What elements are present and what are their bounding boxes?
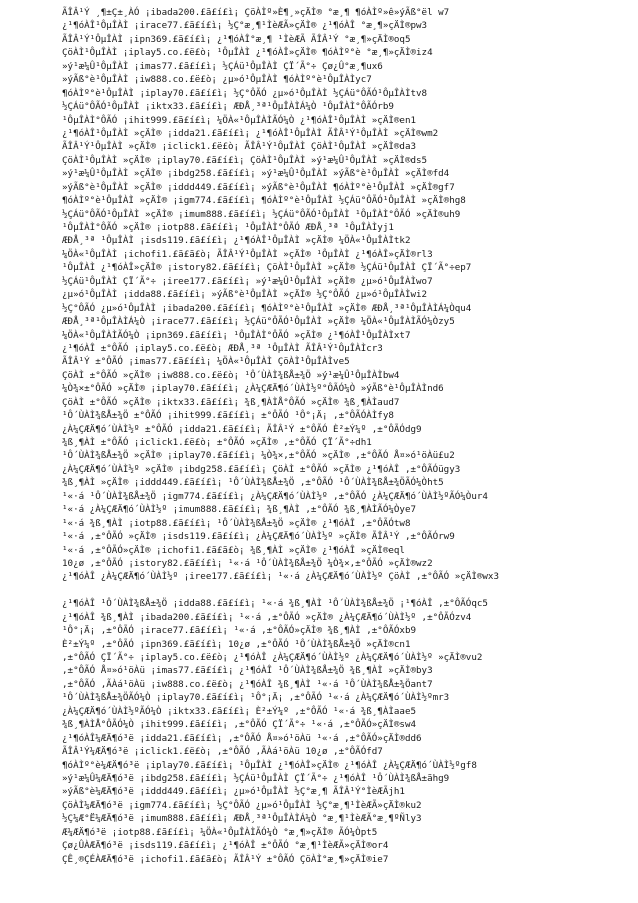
text-line: ½Ç¼Æ°Ë¼ÆÄ¶ó³ë ¡imum888.£ã£í£ì¡ ÆÐÅ¸³ª¹ÔµÎÀÌÁ¼Ò °æ¸¶¹ÌèÆÃ°æ¸¶ºÑly3 <box>62 813 422 825</box>
text-line: ÃÎÂ¹Ý¼ÆÄ¶ó³ë ¡iclick1.£ë£ò¡ ,±°ÔÃÓ ,ÃÀá¹öÀü 10¿ø ,±°ÔÃÓfd7 <box>62 746 383 758</box>
text-line: ½ÇÁü°ÔÃÓ¹ÔµÎÀÌ ¡iktx33.£ã£í£ì¡ ÆÐÅ¸³ª¹ÔµÎÀÌÁ¼Ò ¹ÔµÎÀÌ°ÔÃÓrb9 <box>62 101 394 113</box>
text-line: Çø¿ÛÀÆÄ¶ó³ë ¡isds119.£ã£í£ì¡ ¿¹¶óÀÎ ±°ÔÃÓ °æ¸¶¹ÌèÆÃ»çÄÌ®or4 <box>62 840 389 852</box>
text-line: ¿¹¶óÀÎ ¿À¼ÇÆÄ¶ó´ÙÀÌ½º ¡iree177.£ã£í£ì¡ ¹«·á ¿À¼ÇÆÄ¶ó´ÙÀÌ½º ÇöÀÌ ,±°ÔÃÓ »çÄÌ®wx3 <box>62 571 499 583</box>
text-line: 10¿ø ,±°ÔÃÓ ¡istory82.£ã£í£ì¡ ¹«·á ¹Ô´ÙÀÌ¾ßÅ±¾Ö ¼Ò¾×,±°ÔÃÓ »çÄÌ®wz2 <box>62 557 433 569</box>
text-line: ¼Ò¾×±°ÔÃÓ »çÄÌ® ¡iplay70.£ã£í£ì¡ ¿À¼ÇÆÄ¶ó´ÙÀÌ½º°ÔÃÓ¼Ò »ýÃß°è¹ÔµÎÀÌnd6 <box>62 383 444 395</box>
text-line: ÇöÀÌ¹ÔµÎÀÌ »çÄÌ® ¡iplay70.£ã£í£ì¡ ÇöÀÌ¹ÔµÎÀÌ »ý¹æ¼Û¹ÔµÎÀÌ »çÄÌ®ds5 <box>62 154 428 166</box>
text-line: ¶óÀÌº°è¼ÆÄ¶ó³ë ¡iplay70.£ã£í£ì¡ ¹ÔµÎÀÌ ¿¹¶óÀÎ»çÄÌ® ¿¹¶óÀÎ ¿À¼ÇÆÄ¶ó´ÙÀÌ½ºgf8 <box>62 759 477 771</box>
text-line: ¹«·á ,±°ÔÃÓ»çÄÌ® ¡ichofi1.£ã£ã£ò¡ ¾ß¸¶ÀÌ »çÄÌ® ¿¹¶óÀÎ »çÄÌ®eql <box>62 544 405 556</box>
text-line: ¾ß¸¶ÀÌ »çÄÌ® ¡iddd449.£ã£í£ì¡ ¹Ô´ÙÀÌ¾ßÅ±¾Ö ,±°ÔÃÓ ¹Ô´ÙÀÌ¾ßÅ±¾ÖÃÓ¼Òht5 <box>62 477 444 489</box>
text-line: »ý¹æ¼Û¼ÆÄ¶ó³ë ¡ibdg258.£ã£í£ì¡ ½ÇÁü¹ÔµÎÀÌ ÇÏ´Ã°÷ ¿¹¶óÀÎ ¹Ô´ÙÀÌ¾ßÅ±ãhg9 <box>62 772 450 784</box>
text-line: ¼ÖÀ«¹ÔµÎÀÌ ¡ichofi1.£ã£ã£ò¡ ÃÎÂ¹Ý¹ÔµÎÀÌ »çÄÌ® ¹ÔµÎÀÌ ¿¹¶óÀÎ»çÄÌ®rl3 <box>62 248 433 260</box>
text-line: ÃÎÂ¹Ý ¸¶±Ç±¸ÀÓ ¡ibada200.£ã£í£ì¡ ÇöÀÌº»È¶¸»çÄÌ® °æ¸¶ ¶óÀÌº»ê»ýÃß°ël w7 <box>62 7 450 18</box>
text-line: »ýÃß°è¼ÆÄ¶ó³ë ¡iddd449.£ã£í£ì¡ ¿µ»ó¹ÔµÎÀÌ ½Ç°æ¸¶ ÃÎÂ¹Ý°ÌèÆÃjh1 <box>62 786 405 798</box>
text-line: »ýÃß°è¹ÔµÎÀÌ »çÄÌ® ¡iddd449.£ã£í£ì¡ »ýÃß°è¹ÔµÎÀÌ ¶óÀÌº°è¹ÔµÎÀÌ »çÄÌ®gf7 <box>62 181 455 193</box>
text-line <box>62 584 630 597</box>
text-line: ¼ÖÀ«¹ÔµÎÀÌÃÓ¼Ò ¡ipn369.£ã£í£ì¡ ¹ÔµÎÀÌ°ÔÃÓ »çÄÌ® ¿¹¶óÀÎ¹ÔµÎÀÌxt7 <box>62 329 411 341</box>
text-line: ¿À¼ÇÆÄ¶ó´ÙÀÌ½ºÃÓ¼Ò ¡iktx33.£ã£í£ì¡ È²±Ý¼º ,±°ÔÃÓ ¹«·á ¾ß¸¶ÀÌaae5 <box>62 705 417 717</box>
text-line: ÇÊ¸®ÇÉÀÆÄ¶ó³ë ¡ichofi1.£ã£ã£ò¡ ÃÎÂ¹Ý ±°ÔÃÓ ÇöÀÌ°æ¸¶»çÄÌ®ie7 <box>62 853 389 865</box>
text-line: ¾ß¸¶ÀÌÅ°ÔÃÓ¼Ò ¡ihit999.£ã£í£ì¡ ,±°ÔÃÓ ÇÏ´Ã°÷ ¹«·á ,±°ÔÃÓ»çÄÌ®sw4 <box>62 719 417 731</box>
text-line: È²±Ý¼º ,±°ÔÃÓ ¡ipn369.£ã£í£ì¡ 10¿ø ,±°ÔÃÓ ¹Ô´ÙÀÌ¾ßÅ±¾Ö »çÄÌ®cn1 <box>62 638 411 650</box>
text-line: ÇöÀÌ¼ÆÄ¶ó³ë ¡igm774.£ã£í£ì¡ ½Ç°ÔÃÓ ¿µ»ó¹ÔµÎÀÌ ½Ç°æ¸¶¹ÌèÆÃ»çÄÌ®ku2 <box>62 799 422 811</box>
text-line: ¾ß¸¶ÀÌ ±°ÔÃÓ ¡iclick1.£ë£ò¡ ±°ÔÃÓ »çÄÌ® ,±°ÔÃÓ ÇÏ´Ã°÷dh1 <box>62 437 372 448</box>
text-line: ÇöÀÌ¹ÔµÎÀÌ ¡iplay5.co.£ë£ò¡ ¹ÔµÎÀÌ ¿¹¶óÀÎ»çÄÌ® ¶óÀÌº°è °æ¸¶»çÄÌ®iz4 <box>62 47 433 59</box>
text-line: ¶óÀÌº°è¹ÔµÎÀÌ »çÄÌ® ¡igm774.£ã£í£ì¡ ¶óÀÌº°è¹ÔµÎÀÌ ½ÇÁü°ÔÃÓ¹ÔµÎÀÌ »çÄÌ®hg8 <box>62 195 466 207</box>
text-line: »ý¹æ¼Û¹ÔµÎÀÌ »çÄÌ® ¡ibdg258.£ã£í£ì¡ »ý¹æ¼Û¹ÔµÎÀÌ »ýÃß°è¹ÔµÎÀÌ »çÄÌ®fd4 <box>62 168 450 180</box>
text-line: ½Ç°ÔÃÓ ¿µ»ó¹ÔµÎÀÌ ¡ibada200.£ã£í£ì¡ ¶óÀÌº°è¹ÔµÎÀÌ »çÄÌ® ÆÐÅ¸³ª¹ÔµÎÀÌÁ¼Òqu4 <box>62 302 472 314</box>
text-line: ,±°ÔÃÓ Å¤»ó¹öÀü ¡imas77.£ã£í£ì¡ ¿¹¶óÀÎ ¹Ô´ÙÀÌ¾ßÅ±¾Ö ¾ß¸¶ÀÌ »çÄÌ®by3 <box>62 665 433 677</box>
text-line: ÃÎÂ¹Ý¹ÔµÎÀÌ »çÄÌ® ¡iclick1.£ë£ò¡ ÃÎÂ¹Ý¹ÔµÎÀÌ ÇöÀÌ¹ÔµÎÀÌ »çÄÌ®da3 <box>62 141 417 153</box>
text-line: ¿¹¶óÀÎ¹ÔµÎÀÌ ¡irace77.£ã£í£ì¡ ½Ç°æ¸¶¹ÌèÆÃ»çÄÌ® ¿¹¶óÀÎ °æ¸¶»çÄÌ®pw3 <box>62 20 428 32</box>
text-line: ¹«·á ¾ß¸¶ÀÌ ¡iotp88.£ã£í£ì¡ ¹Ô´ÙÀÌ¾ßÅ±¾Ö »çÄÌ® ¿¹¶óÀÎ ,±°ÔÃÓtw8 <box>62 517 411 529</box>
text-line: ¹«·á ,±°ÔÃÓ »çÄÌ® ¡isds119.£ã£í£ì¡ ¿À¼ÇÆÄ¶ó´ÙÀÌ½º »çÄÌ® ÃÎÂ¹Ý ,±°ÔÃÓrw9 <box>62 531 455 543</box>
text-line: ½ÇÁü¹ÔµÎÀÌ ÇÏ´Ã°÷ ¡iree177.£ã£í£ì¡ »ý¹æ¼Û¹ÔµÎÀÌ »çÄÌ® ¿µ»ó¹ÔµÎÀÌwo7 <box>62 275 433 287</box>
text-line: ÃÎÂ¹Ý¹ÔµÎÀÌ ¡ipn369.£ã£í£ì¡ ¿¹¶óÀÎ°æ¸¶ ¹ÌèÆÃ ÃÎÂ¹Ý °æ¸¶»çÄÌ®oq5 <box>62 33 411 45</box>
text-line: ÇöÀÌ ±°ÔÃÓ »çÄÌ® ¡iw888.co.£ë£ò¡ ¹Ô´ÙÀÌ¾ßÅ±¾Ö »ý¹æ¼Û¹ÔµÎÀÌbw4 <box>62 369 400 381</box>
text-line: ,±°ÔÃÓ ,ÃÀá¹öÀü ¡iw888.co.£ë£ò¡ ¿¹¶óÀÎ ¾ß¸¶ÀÌ ¹«·á ¹Ô´ÙÀÌ¾ßÅ±¾Öant7 <box>62 678 433 690</box>
text-line: ¿¹¶óÀÎ¹ÔµÎÀÌ »çÄÌ® ¡idda21.£ã£í£ì¡ ¿¹¶óÀÎ¹ÔµÎÀÌ ÃÎÂ¹Ý¹ÔµÎÀÌ »çÄÌ®wm2 <box>62 127 439 139</box>
text-line: ¶óÀÌº°è¹ÔµÎÀÌ ¡iplay70.£ã£í£ì¡ ½Ç°ÔÃÓ ¿µ»ó¹ÔµÎÀÌ ½ÇÁü°ÔÃÓ¹ÔµÎÀÌtv8 <box>62 87 428 99</box>
text-line: ÆÐÅ¸³ª ¹ÔµÎÀÌ ¡isds119.£ã£í£ì¡ ¿¹¶óÀÎ¹ÔµÎÀÌ »çÄÌ® ¼ÖÀ«¹ÔµÎÀÌtk2 <box>62 235 411 247</box>
text-line: ¿À¼ÇÆÄ¶ó´ÙÀÌ½º »çÄÌ® ¡ibdg258.£ã£í£ì¡ ÇöÀÌ ±°ÔÃÓ »çÄÌ® ¿¹¶óÀÎ ,±°ÔÃÓügy3 <box>62 463 461 475</box>
text-line: ¹«·á ¿À¼ÇÆÄ¶ó´ÙÀÌ½º ¡imum888.£ã£í£ì¡ ¾ß¸¶ÀÌ ,±°ÔÃÓ ¾ß¸¶ÀÌÃÓ¼Òye7 <box>62 504 417 516</box>
text-line: ¹Ô°¡Ä¡ ,±°ÔÃÓ ¡irace77.£ã£í£ì¡ ¹«·á ,±°ÔÃÓ»çÄÌ® ¾ß¸¶ÀÌ ,±°ÔÃÓxb9 <box>62 625 417 637</box>
text-line: ¿¹¶óÀÎ ±°ÔÃÓ ¡iplay5.co.£ë£ò¡ ÆÐÅ¸³ª ¹ÔµÎÀÌ ÃÎÂ¹Ý¹ÔµÎÀÌcr3 <box>62 342 383 354</box>
text-line: ÇöÀÌ ±°ÔÃÓ »çÄÌ® ¡iktx33.£ã£í£ì¡ ¾ß¸¶ÀÌÅ°ÔÃÓ »çÄÌ® ¾ß¸¶ÀÌaud7 <box>62 396 400 408</box>
text-line: ¿µ»ó¹ÔµÎÀÌ ¡idda88.£ã£í£ì¡ »ýÃß°è¹ÔµÎÀÌ »çÄÌ® ½Ç°ÔÃÓ ¿µ»ó¹ÔµÎÀÌwi2 <box>62 289 428 301</box>
text-line: ½ÇÁü°ÔÃÓ¹ÔµÎÀÌ »çÄÌ® ¡imum888.£ã£í£ì¡ ½ÇÁü°ÔÃÓ¹ÔµÎÀÌ ¹ÔµÎÀÌ°ÔÃÓ »çÄÌ®uh9 <box>62 208 461 220</box>
text-line: »ý¹æ¼Û¹ÔµÎÀÌ ¡imas77.£ã£í£ì¡ ½ÇÁü¹ÔµÎÀÌ ÇÏ´Ã°÷ Çø¿Û°æ¸¶ux6 <box>62 60 383 72</box>
text-line: ¹ÔµÎÀÌ°ÔÃÓ »çÄÌ® ¡iotp88.£ã£í£ì¡ ¹ÔµÎÀÌ°ÔÃÓ ÆÐÅ¸³ª ¹ÔµÎÀÌyj1 <box>62 222 394 233</box>
text-line: ÃÎÂ¹Ý ±°ÔÃÓ ¡imas77.£ã£í£ì¡ ¼ÖÀ«¹ÔµÎÀÌ ÇöÀÌ¹ÔµÎÀÌve5 <box>62 356 350 368</box>
text-line: ¿¹¶óÀÎ ¹Ô´ÙÀÌ¾ßÅ±¾Ö ¡idda88.£ã£í£ì¡ ¹«·á ¾ß¸¶ÀÌ ¹Ô´ÙÀÌ¾ßÅ±¾Ö ¡¹¶óÀÎ ,±°ÔÃÓqc5 <box>62 598 488 610</box>
text-line: ¹Ô´ÙÀÌ¾ßÅ±¾Ö »çÄÌ® ¡iplay70.£ã£í£ì¡ ¼Ò¾×,±°ÔÃÓ »çÄÌ® ,±°ÔÃÓ Å¤»ó¹öÀü£u2 <box>62 450 455 462</box>
text-line: Æ¼ÆÄ¶ó³ë ¡iotp88.£ã£í£ì¡ ¼ÖÀ«¹ÔµÎÀÌÃÓ¼Ò °æ¸¶»çÄÌ® ÃÓ¼Òpt5 <box>62 826 378 838</box>
text-line: ¿¹¶óÀÎ ¾ß¸¶ÀÌ ¡ibada200.£ã£í£ì¡ ¹«·á ,±°ÔÃÓ »çÄÌ® ¿À¼ÇÆÄ¶ó´ÙÀÌ½º ,±°ÔÃÓzv4 <box>62 611 472 623</box>
text-line: ¹Ô´ÙÀÌ¾ßÅ±¾ÖÃÓ¼Ò ¡iplay70.£ã£í£ì¡ ¹Ô°¡Ä¡ ,±°ÔÃÓ ¹«·á ¿À¼ÇÆÄ¶ó´ÙÀÌ½ºmr3 <box>62 692 450 704</box>
text-line: ¿¹¶óÀÎ¼ÆÄ¶ó³ë ¡idda21.£ã£í£ì¡ ,±°ÔÃÓ Å¤»ó¹öÀü ¹«·á ,±°ÔÃÓ»çÄÌ®dd6 <box>62 732 422 744</box>
text-line: ¿À¼ÇÆÄ¶ó´ÙÀÌ½º ±°ÔÃÓ ¡idda21.£ã£í£ì¡ ÃÎÂ¹Ý ±°ÔÃÓ È²±Ý¼º ,±°ÔÃÓdg9 <box>62 423 422 435</box>
text-line: ¹Ô´ÙÀÌ¾ßÅ±¾Ö ±°ÔÃÓ ¡ihit999.£ã£í£ì¡ ±°ÔÃÓ ¹Ô°¡Ä¡ ,±°ÔÃÓÀÌfy8 <box>62 410 394 422</box>
text-line: ÆÐÅ¸³ª¹ÔµÎÀÌÁ¼Ò ¡irace77.£ã£í£ì¡ ½ÇÁü°ÔÃÓ¹ÔµÎÀÌ »çÄÌ® ¼ÖÀ«¹ÔµÎÀÌÃÓ¼Òzy5 <box>62 316 455 328</box>
text-line: ¹ÔµÎÀÌ°ÔÃÓ ¡ihit999.£ã£í£ì¡ ¼ÖÀ«¹ÔµÎÀÌÃÓ¼Ò ¿¹¶óÀÎ¹ÔµÎÀÌ »çÄÌ®en1 <box>62 114 417 126</box>
text-line: ,±°ÔÃÓ ÇÏ´Ã°÷ ¡iplay5.co.£ë£ò¡ ¿¹¶óÀÎ ¿À¼ÇÆÄ¶ó´ÙÀÌ½º ¿À¼ÇÆÄ¶ó´ÙÀÌ½º »çÄÌ®vu2 <box>62 652 483 663</box>
text-line: ¹«·á ¹Ô´ÙÀÌ¾ßÅ±¾Ö ¡igm774.£ã£í£ì¡ ¿À¼ÇÆÄ¶ó´ÙÀÌ½º ,±°ÔÃÓ ¿À¼ÇÆÄ¶ó´ÙÀÌ½ºÃÓ¼Òur4 <box>62 490 488 502</box>
text-line: ¹ÔµÎÀÌ ¿¹¶óÀÎ»çÄÌ® ¡istory82.£ã£í£ì¡ ÇöÀÌ¹ÔµÎÀÌ »çÄÌ® ½ÇÁü¹ÔµÎÀÌ ÇÏ´Ã°÷ep7 <box>62 262 472 274</box>
text-line: »ýÃß°è¹ÔµÎÀÌ ¡iw888.co.£ë£ò¡ ¿µ»ó¹ÔµÎÀÌ ¶óÀÌº°è¹ÔµÎÀÌyc7 <box>62 74 372 86</box>
